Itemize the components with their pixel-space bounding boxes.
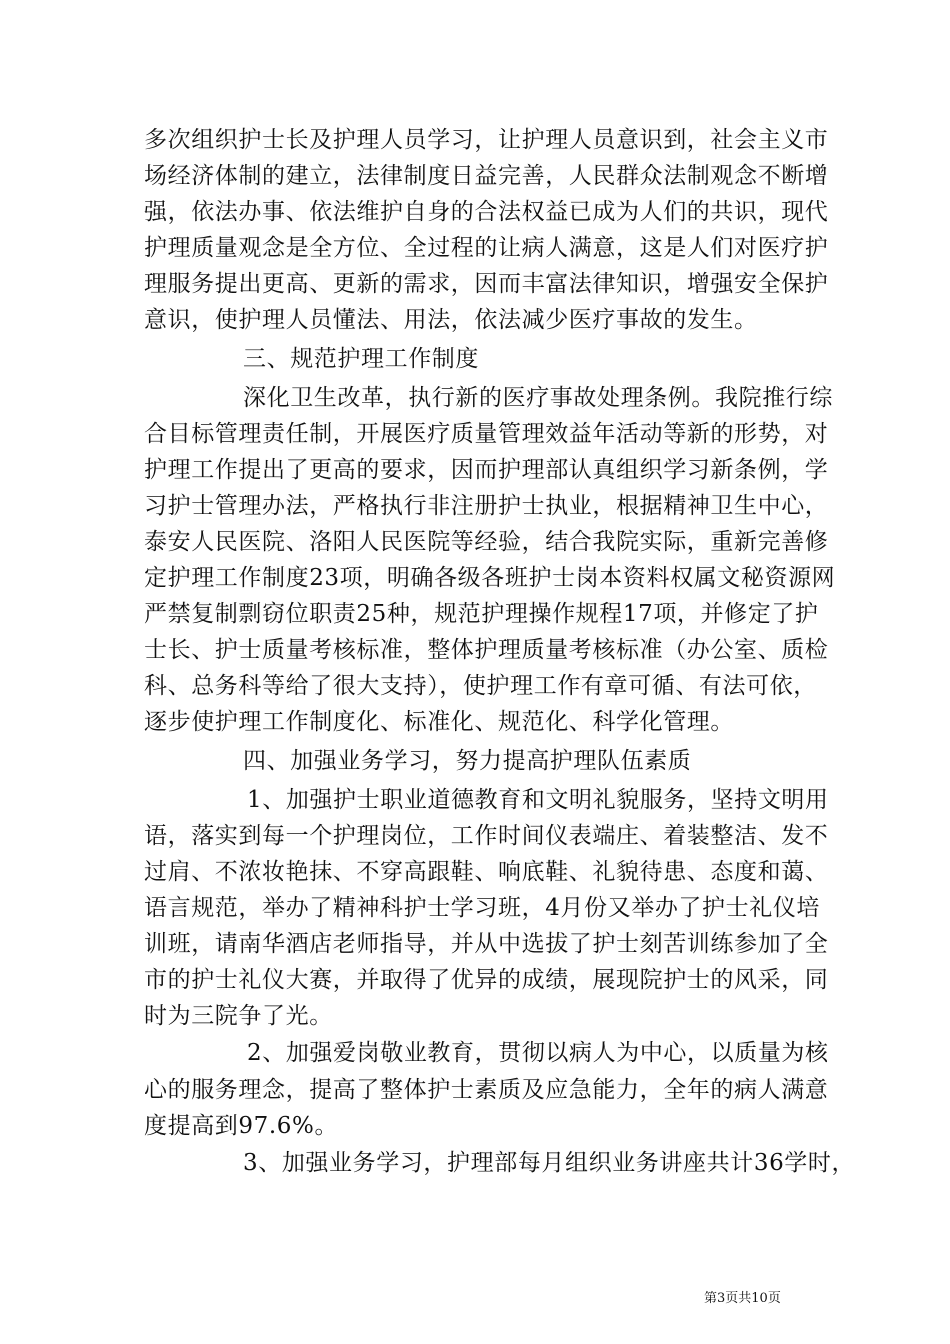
text-line: 深化卫生改革，执行新的医疗事故处理条例。我院推行综 <box>243 385 833 411</box>
page-number: 第3页共10页 <box>704 1291 781 1306</box>
text-line: 士长、护士质量考核标准，整体护理质量考核标准（办公室、质检 <box>144 637 829 663</box>
text-line: 度提高到97.6%。 <box>144 1113 339 1139</box>
text-line: 习护士管理办法，严格执行非注册护士执业，根据精神卫生中心， <box>144 493 829 519</box>
text-line: 合目标管理责任制，开展医疗质量管理效益年活动等新的形势，对 <box>144 421 829 447</box>
text-line: 训班，请南华酒店老师指导，并从中选拔了护士刻苦训练参加了全 <box>144 931 829 957</box>
text-line: 定护理工作制度23项，明确各级各班护士岗本资料权属文秘资源网 <box>144 565 836 591</box>
text-line: 场经济体制的建立，法律制度日益完善，人民群众法制观念不断增 <box>144 163 829 189</box>
text-line: 泰安人民医院、洛阳人民医院等经验，结合我院实际，重新完善修 <box>144 529 829 555</box>
text-line: 逐步使护理工作制度化、标准化、规范化、科学化管理。 <box>144 709 734 735</box>
text-line: 意识，使护理人员懂法、用法，依法减少医疗事故的发生。 <box>144 307 758 333</box>
text-line: 3、加强业务学习，护理部每月组织业务讲座共计36学时， <box>243 1150 856 1176</box>
text-line: 时为三院争了光。 <box>144 1003 333 1029</box>
text-line: 心的服务理念，提高了整体护士素质及应急能力，全年的病人满意 <box>144 1077 829 1103</box>
text-line: 1、加强护士职业道德教育和文明礼貌服务，坚持文明用 <box>247 787 829 813</box>
text-line: 护理工作提出了更高的要求，因而护理部认真组织学习新条例，学 <box>144 457 829 483</box>
text-line: 严禁复制剽窃位职责25种，规范护理操作规程17项，并修定了护 <box>144 601 819 627</box>
text-line: 科、总务科等给了很大支持），使护理工作有章可循、有法可依， <box>144 673 817 699</box>
text-line: 强，依法办事、依法维护自身的合法权益已成为人们的共识，现代 <box>144 199 829 225</box>
text-line: 护理质量观念是全方位、全过程的让病人满意，这是人们对医疗护 <box>144 235 829 261</box>
text-line: 过肩、不浓妆艳抹、不穿高跟鞋、响底鞋、礼貌待患、态度和蔼、 <box>144 859 829 885</box>
text-line: 语言规范，举办了精神科护士学习班，4月份又举办了护士礼仪培 <box>144 895 821 921</box>
section-heading: 四、加强业务学习，努力提高护理队伍素质 <box>243 748 692 774</box>
text-line: 多次组织护士长及护理人员学习，让护理人员意识到，社会主义市 <box>144 127 829 153</box>
text-line: 理服务提出更高、更新的需求，因而丰富法律知识，增强安全保护 <box>144 271 829 297</box>
section-heading: 三、规范护理工作制度 <box>243 346 479 372</box>
text-line: 语，落实到每一个护理岗位，工作时间仪表端庄、着装整洁、发不 <box>144 823 829 849</box>
text-line: 2、加强爱岗敬业教育，贯彻以病人为中心，以质量为核 <box>247 1040 829 1066</box>
text-line: 市的护士礼仪大赛，并取得了优异的成绩，展现院护士的风采，同 <box>144 967 829 993</box>
